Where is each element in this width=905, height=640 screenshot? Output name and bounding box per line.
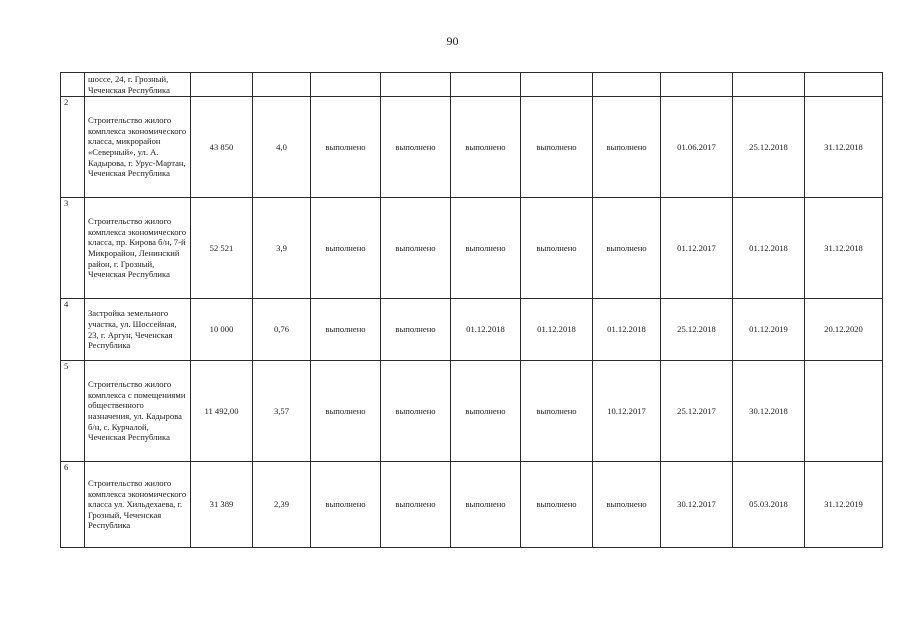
cell-status: выполнено: [381, 97, 451, 198]
cell-status: выполнено: [451, 462, 521, 548]
cell-status: выполнено: [311, 361, 381, 462]
cell-status: выполнено: [593, 97, 661, 198]
table-row: [61, 361, 883, 462]
cell-date: 31.12.2019: [805, 462, 883, 548]
cell-num: 4: [61, 299, 85, 361]
cell-date: 05.03.2018: [733, 462, 805, 548]
cell-value: 2,39: [253, 462, 311, 548]
cell-status: выполнено: [521, 462, 593, 548]
cell-status: выполнено: [381, 462, 451, 548]
cell-date: [805, 361, 883, 462]
cell-status: выполнено: [311, 97, 381, 198]
cell-status: выполнено: [451, 198, 521, 299]
cell-status: выполнено: [521, 97, 593, 198]
cell-description: Строительство жилого комплекса с помещениями общественного назначения, ул. Кадырова б/н, с. Курчалой, Чеченская Республика: [85, 361, 191, 462]
cell-date: 31.12.2018: [805, 97, 883, 198]
cell-status: выполнено: [381, 361, 451, 462]
cell-status: выполнено: [451, 97, 521, 198]
cell-date: 30.12.2017: [661, 462, 733, 548]
cell-description: Строительство жилого комплекса экономического класса, микрорайон «Северный», ул. А. Кадырова, г. Урус-Мартан, Чеченская Республика: [85, 97, 191, 198]
cell-status: выполнено: [311, 198, 381, 299]
cell-date: 01.12.2018: [593, 299, 661, 361]
cell-date: 20.12.2020: [805, 299, 883, 361]
cell-value: 3,57: [253, 361, 311, 462]
cell-status: выполнено: [311, 462, 381, 548]
cell-status: выполнено: [381, 299, 451, 361]
cell-area: 10 000: [191, 299, 253, 361]
cell-description: Строительство жилого комплекса экономического класса, пр. Кирова б/н, 7-й Микрорайон, Ленинский район, г. Грозный, Чеченская Республика: [85, 198, 191, 299]
cell-description: шоссе, 24, г. Грозный, Чеченская Республика: [85, 73, 191, 97]
cell-description: Застройка земельного участка, ул. Шоссейная, 23, г. Аргун, Чеченская Республика: [85, 299, 191, 361]
table-row-continuation: [61, 73, 883, 97]
cell-date: 01.06.2017: [661, 97, 733, 198]
cell-status: выполнено: [593, 462, 661, 548]
table-row: [61, 198, 883, 299]
cell-description: Строительство жилого комплекса экономического класса ул. Хильдехаева, г. Грозный, Чеченская Республика: [85, 462, 191, 548]
cell-value: 4,0: [253, 97, 311, 198]
cell-area: 31 389: [191, 462, 253, 548]
cell-status: выполнено: [311, 299, 381, 361]
cell-status: выполнено: [593, 198, 661, 299]
cell-date: 01.12.2018: [521, 299, 593, 361]
cell-value: 3,9: [253, 198, 311, 299]
cell-area: 43 850: [191, 97, 253, 198]
cell-date: 25.12.2018: [733, 97, 805, 198]
cell-date: 01.12.2017: [661, 198, 733, 299]
cell-date: 25.12.2017: [661, 361, 733, 462]
cell-value: 0,76: [253, 299, 311, 361]
cell-status: выполнено: [381, 198, 451, 299]
cell-num: [61, 73, 85, 97]
cell-date: 25.12.2018: [661, 299, 733, 361]
cell-date: 01.12.2018: [451, 299, 521, 361]
cell-num: 2: [61, 97, 85, 198]
cell-num: 5: [61, 361, 85, 462]
cell-num: 3: [61, 198, 85, 299]
cell-status: выполнено: [521, 198, 593, 299]
cell-date: 30.12.2018: [733, 361, 805, 462]
table-row: [61, 97, 883, 198]
table-row: [61, 462, 883, 548]
cell-date: 10.12.2017: [593, 361, 661, 462]
cell-date: 31.12.2018: [805, 198, 883, 299]
cell-date: 01.12.2018: [733, 198, 805, 299]
cell-status: выполнено: [521, 361, 593, 462]
cell-area: 52 521: [191, 198, 253, 299]
page-number: 90: [446, 34, 459, 48]
data-table: [60, 72, 883, 548]
cell-num: 6: [61, 462, 85, 548]
table-row: [61, 299, 883, 361]
cell-area: 11 492,00: [191, 361, 253, 462]
cell-status: выполнено: [451, 361, 521, 462]
cell-date: 01.12.2019: [733, 299, 805, 361]
